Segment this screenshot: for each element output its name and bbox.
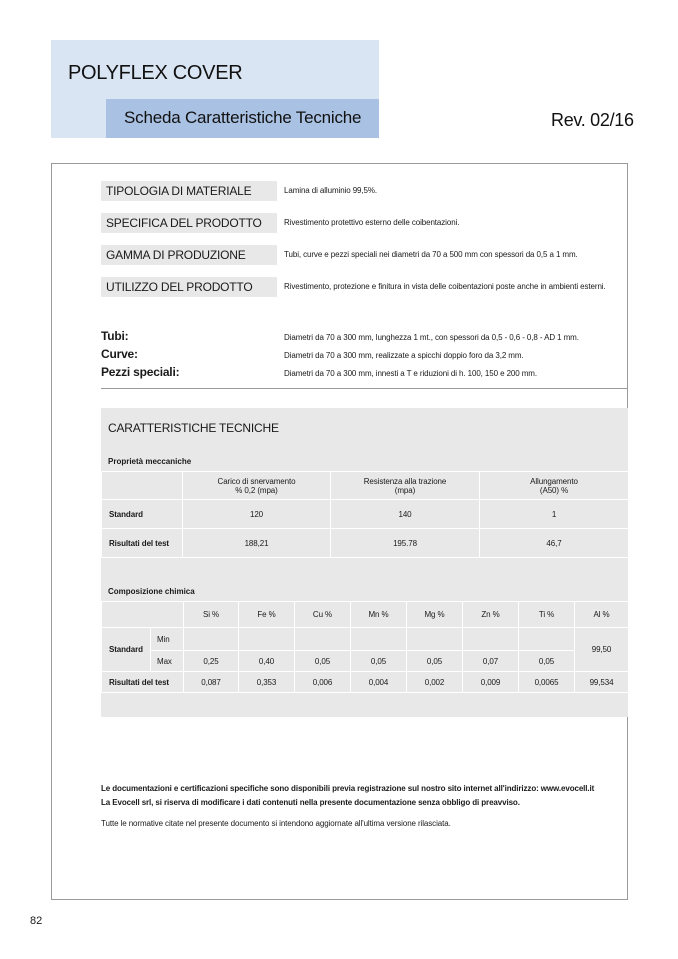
table-cell: 99,534 <box>575 672 629 693</box>
header-line: (A50) % <box>539 485 569 495</box>
row-label: Risultati del test <box>102 529 183 558</box>
table-cell: 195.78 <box>331 529 480 558</box>
header-line: % 0,2 (mpa) <box>235 485 278 495</box>
table-cell: 0,009 <box>463 672 519 693</box>
spec-label: SPECIFICA DEL PRODOTTO <box>101 213 277 233</box>
spec-value: Rivestimento, protezione e finitura in vista delle coibentazioni poste anche in ambienti esterni. <box>284 282 606 291</box>
spec-value: Tubi, curve e pezzi speciali nei diametri da 70 a 500 mm con spessori da 0,5 a 1 mm. <box>284 250 578 259</box>
divider <box>101 388 628 389</box>
table-cell: 99,50 <box>575 628 629 672</box>
document-subtitle: Scheda Caratteristiche Tecniche <box>124 108 362 127</box>
header-line: Resistenza alla trazione <box>363 476 447 486</box>
table-row <box>102 651 629 672</box>
table-cell <box>463 628 519 651</box>
table-header-cell: Ti % <box>519 602 575 628</box>
table-header-cell: Si % <box>184 602 239 628</box>
table-cell: 0,40 <box>239 651 295 672</box>
product-label-tubi: Tubi: <box>101 329 129 343</box>
spec-value: Lamina di alluminio 99,5%. <box>284 186 378 195</box>
page-number: 82 <box>30 915 43 927</box>
table-row <box>102 672 629 693</box>
max-label: Max <box>151 651 184 672</box>
table-header-cell <box>480 472 629 500</box>
table-cell: 0,25 <box>184 651 239 672</box>
spec-value: Rivestimento protettivo esterno delle coibentazioni. <box>284 218 460 227</box>
tech-title: CARATTERISTICHE TECNICHE <box>108 421 279 435</box>
spec-row-gamma <box>101 245 621 265</box>
header-line: (mpa) <box>394 485 416 495</box>
table-header-cell: Zn % <box>463 602 519 628</box>
table-header-cell <box>183 472 331 500</box>
table-cell <box>519 628 575 651</box>
table-header-cell: Mg % <box>407 602 463 628</box>
table-header-cell <box>331 472 480 500</box>
spec-row-specifica <box>101 213 621 233</box>
table-cell: 46,7 <box>480 529 629 558</box>
product-label-curve: Curve: <box>101 347 138 361</box>
table-cell <box>295 628 351 651</box>
row-label: Standard <box>102 628 151 672</box>
table-cell: 1 <box>480 500 629 529</box>
document-title: POLYFLEX COVER <box>68 62 243 84</box>
spec-label: TIPOLOGIA DI MATERIALE <box>101 181 277 201</box>
product-value-pezzi: Diametri da 70 a 300 mm, innesti a T e riduzioni di h. 100, 150 e 200 mm. <box>284 369 537 378</box>
table-cell: 0,05 <box>519 651 575 672</box>
footer-note-normative: Tutte le normative citate nel presente documento si intendono aggiornate all'ultima versione rilasciata. <box>101 819 451 828</box>
table-cell: 140 <box>331 500 480 529</box>
table-cell: 0,087 <box>184 672 239 693</box>
spec-label: UTILIZZO DEL PRODOTTO <box>101 277 277 297</box>
table-header-cell: Cu % <box>295 602 351 628</box>
chemical-table <box>101 601 629 693</box>
table-cell <box>239 628 295 651</box>
table-cell: 188,21 <box>183 529 331 558</box>
spec-row-material <box>101 181 621 201</box>
table-header-row <box>102 602 629 628</box>
table-cell: 0,05 <box>351 651 407 672</box>
mechanical-title: Proprietà meccaniche <box>108 457 192 466</box>
table-cell: 120 <box>183 500 331 529</box>
row-label: Standard <box>102 500 183 529</box>
table-cell: 0,07 <box>463 651 519 672</box>
chemical-title: Composizione chimica <box>108 587 195 596</box>
table-cell: 0,05 <box>407 651 463 672</box>
table-cell: 0,004 <box>351 672 407 693</box>
table-row <box>102 529 629 558</box>
table-cell <box>407 628 463 651</box>
footer-note-documentation: Le documentazioni e certificazioni specifiche sono disponibili previa registrazione sul nostro sito internet all'indirizzo: www.evocell.it <box>101 784 595 793</box>
row-label: Risultati del test <box>102 672 184 693</box>
table-corner <box>102 602 184 628</box>
mechanical-table <box>101 471 629 558</box>
table-header-cell: Fe % <box>239 602 295 628</box>
table-cell <box>351 628 407 651</box>
table-corner <box>102 472 183 500</box>
table-cell: 0,0065 <box>519 672 575 693</box>
spec-row-utilizzo <box>101 277 621 297</box>
table-header-row <box>102 472 629 500</box>
min-label: Min <box>151 628 184 651</box>
tech-section <box>101 408 628 717</box>
spec-label: GAMMA DI PRODUZIONE <box>101 245 277 265</box>
table-cell <box>184 628 239 651</box>
footer-note-disclaimer: La Evocell srl, si riserva di modificare i dati contenuti nella presente documentazione senza obbligo di preavviso. <box>101 798 520 807</box>
table-row <box>102 628 629 651</box>
product-value-tubi: Diametri da 70 a 300 mm, lunghezza 1 mt., con spessori da 0,5 - 0,6 - 0,8 - AD 1 mm. <box>284 333 579 342</box>
table-cell: 0,353 <box>239 672 295 693</box>
table-cell: 0,05 <box>295 651 351 672</box>
revision-label: Rev. 02/16 <box>551 110 634 130</box>
product-value-curve: Diametri da 70 a 300 mm, realizzate a spicchi doppio foro da 3,2 mm. <box>284 351 524 360</box>
table-row <box>102 500 629 529</box>
header-line: Carico di snervamento <box>217 476 296 486</box>
product-label-pezzi: Pezzi speciali: <box>101 365 180 379</box>
table-header-cell: Al % <box>575 602 629 628</box>
table-cell: 0,002 <box>407 672 463 693</box>
table-cell: 0,006 <box>295 672 351 693</box>
header-line: Allungamento <box>530 476 578 486</box>
table-header-cell: Mn % <box>351 602 407 628</box>
